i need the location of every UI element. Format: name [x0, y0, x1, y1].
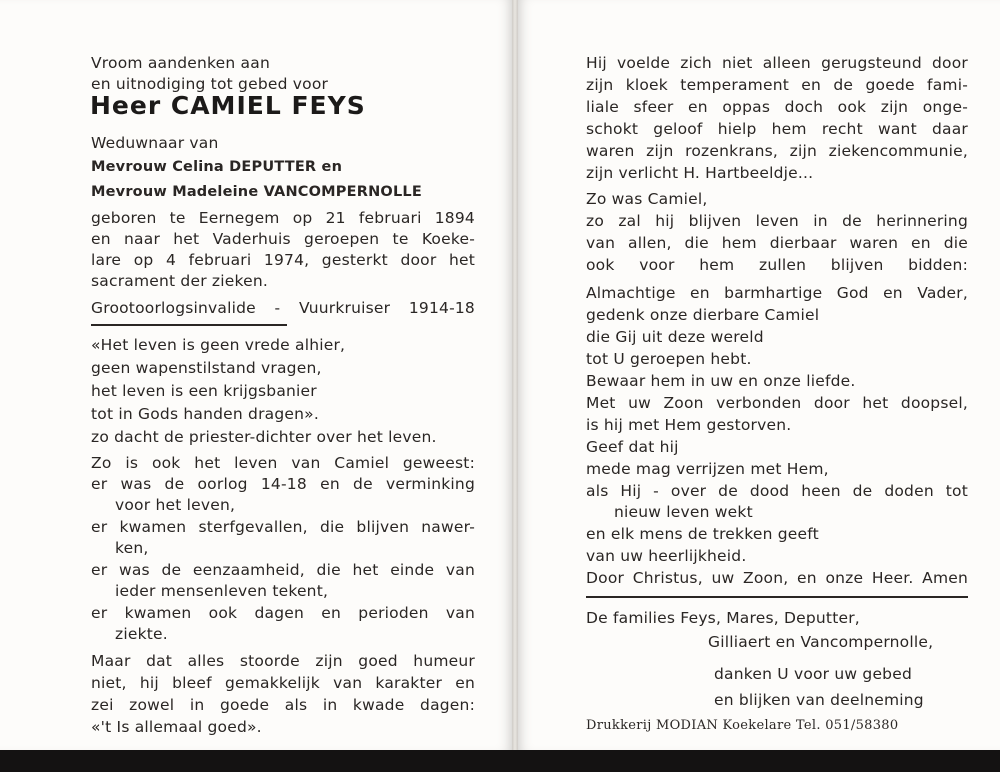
prayer-line: Almachtige en barmhartige God en Vader,	[586, 284, 968, 302]
poem-line: het leven is een krijgsbanier	[91, 382, 317, 400]
prayer-line: die Gij uit deze wereld	[586, 328, 764, 346]
life-line: Zo is ook het leven van Camiel geweest:	[91, 454, 475, 472]
faith-line: zijn kloek temperament en de goede fami-	[586, 76, 968, 94]
poem-line: geen wapenstilstand vragen,	[91, 359, 322, 377]
prayer-line: als Hij - over de dood heen de doden tot	[586, 482, 968, 500]
printer-credit: Drukkerij MODIAN Koekelare Tel. 051/58380	[586, 718, 899, 733]
life-line: ziekte.	[115, 625, 168, 643]
life-line: voor het leven,	[115, 496, 236, 514]
thanks-line-1: danken U voor uw gebed	[714, 665, 912, 683]
memory-line: zo zal hij blijven leven in de herinnering	[586, 212, 968, 230]
memory-line: van allen, die hem dierbaar waren en die	[586, 234, 968, 252]
memory-line: Zo was Camiel,	[586, 190, 708, 208]
humor-line: zei zowel in goede als in kwade dagen:	[91, 696, 475, 714]
families-line-1: De families Feys, Mares, Deputter,	[586, 609, 860, 627]
prayer-line: nieuw leven wekt	[614, 503, 753, 521]
life-line: ieder mensenleven tekent,	[115, 582, 329, 600]
veteran-line: Grootoorlogsinvalide - Vuurkruiser 1914-18	[91, 299, 475, 317]
poem-line: «Het leven is geen vrede alhier,	[91, 336, 346, 354]
intro-line-1: Vroom aandenken aan	[91, 54, 270, 72]
prayer-line: tot U geroepen hebt.	[586, 350, 752, 368]
life-line: er kwamen sterfgevallen, die blijven nawer-	[91, 518, 475, 536]
humor-line: Maar dat alles stoorde zijn goed humeur	[91, 652, 475, 670]
families-line-2: Gilliaert en Vancompernolle,	[708, 633, 934, 651]
humor-line: niet, hij bleef gemakkelijk van karakter en	[91, 674, 475, 692]
deceased-name: Heer CAMIEL FEYS	[90, 91, 366, 120]
bio-line: geboren te Eernegem op 21 februari 1894	[91, 209, 475, 227]
divider-rule	[586, 596, 968, 598]
bio-line: lare op 4 februari 1974, gesterkt door het	[91, 251, 475, 269]
divider-rule	[91, 324, 287, 326]
humor-line: «'t Is allemaal goed».	[91, 718, 262, 736]
life-line: er was de eenzaamheid, die het einde van	[91, 561, 475, 579]
right-page	[518, 0, 1000, 750]
faith-line: schokt geloof hielp hem recht want daar	[586, 120, 968, 138]
faith-line: waren zijn rozenkrans, zijn ziekencommunie,	[586, 142, 968, 160]
prayer-line: van uw heerlijkheid.	[586, 547, 747, 565]
prayer-line: is hij met Hem gestorven.	[586, 416, 792, 434]
intro-line-2: en uitnodiging tot gebed voor	[91, 75, 329, 93]
faith-line: zijn verlicht H. Hartbeeldje...	[586, 164, 814, 182]
left-page	[0, 0, 512, 750]
prayer-line: Met uw Zoon verbonden door het doopsel,	[586, 394, 968, 412]
life-line: ken,	[115, 539, 149, 557]
poem-line: tot in Gods handen dragen».	[91, 405, 319, 423]
bio-line: en naar het Vaderhuis geroepen te Koeke-	[91, 230, 475, 248]
prayer-line: mede mag verrijzen met Hem,	[586, 460, 829, 478]
faith-line: Hij voelde zich niet alleen gerugsteund door	[586, 54, 968, 72]
widower-line: Weduwnaar van	[91, 134, 219, 152]
memory-line: ook voor hem zullen blijven bidden:	[586, 256, 968, 274]
spouse-line-2: Mevrouw Madeleine VANCOMPERNOLLE	[91, 184, 422, 200]
prayer-line: Geef dat hij	[586, 438, 679, 456]
poem-line: zo dacht de priester-dichter over het leven.	[91, 428, 437, 446]
life-line: er kwamen ook dagen en perioden van	[91, 604, 475, 622]
faith-line: liale sfeer en oppas doch ook zijn onge-	[586, 98, 968, 116]
life-line: er was de oorlog 14-18 en de verminking	[91, 475, 475, 493]
spouse-line-1: Mevrouw Celina DEPUTTER en	[91, 159, 343, 175]
prayer-line: Door Christus, uw Zoon, en onze Heer. Amen	[586, 569, 968, 587]
prayer-line: en elk mens de trekken geeft	[586, 525, 819, 543]
thanks-line-2: en blijken van deelneming	[714, 691, 924, 709]
prayer-line: Bewaar hem in uw en onze liefde.	[586, 372, 856, 390]
bio-line: sacrament der zieken.	[91, 272, 268, 290]
prayer-line: gedenk onze dierbare Camiel	[586, 306, 820, 324]
